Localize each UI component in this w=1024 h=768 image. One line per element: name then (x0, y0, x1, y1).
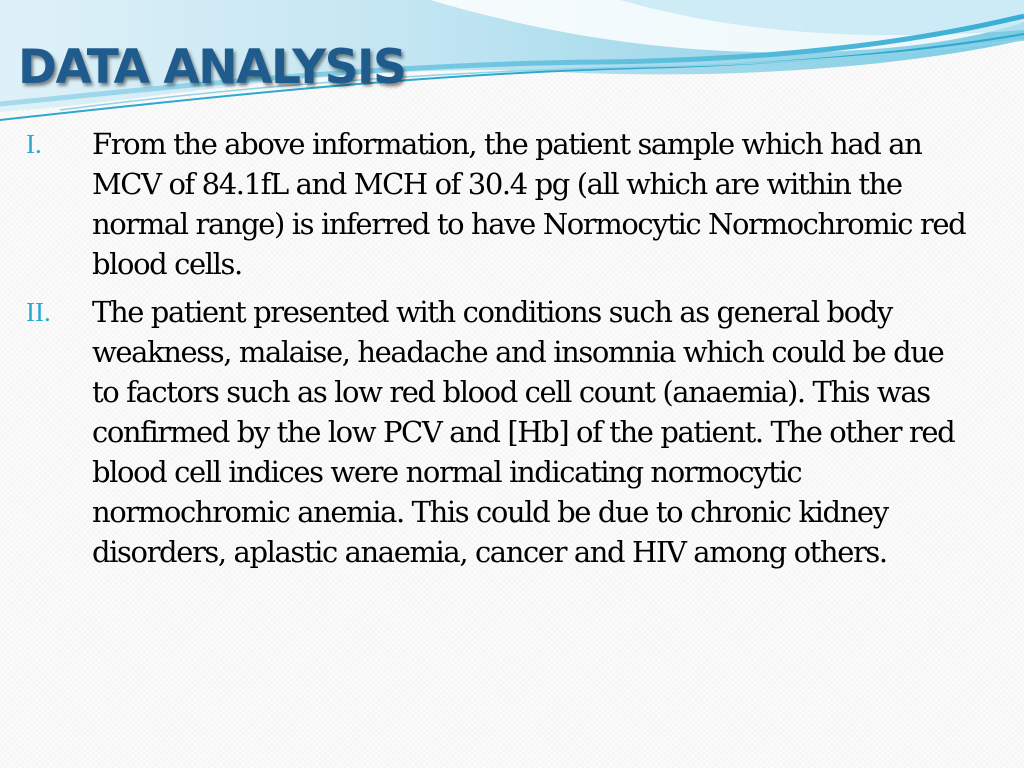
analysis-list (26, 124, 976, 572)
list-item (26, 124, 976, 284)
list-item-text: From the above information, the patient sample which had an MCV of 84.1fL and MCH of 30.4 pg (all which are within the normal range) is inferred to have Normocytic Normochromic red blood cells. (92, 127, 966, 281)
list-item-marker: I. (26, 129, 42, 159)
list-item (26, 292, 976, 572)
list-item-text: The patient presented with conditions such as general body weakness, malaise, headache and insomnia which could be due to factors such as low red blood cell count (anaemia). This was confirmed by the low PCV and [Hb] of the patient. The other red blood cell indices were normal indicating normocytic normochromic anemia. This could be due to chronic kidney disorders, aplastic anaemia, cancer and HIV among others. (92, 295, 955, 569)
list-item-marker: II. (26, 297, 51, 327)
slide-title: DATA ANALYSIS (18, 40, 406, 95)
